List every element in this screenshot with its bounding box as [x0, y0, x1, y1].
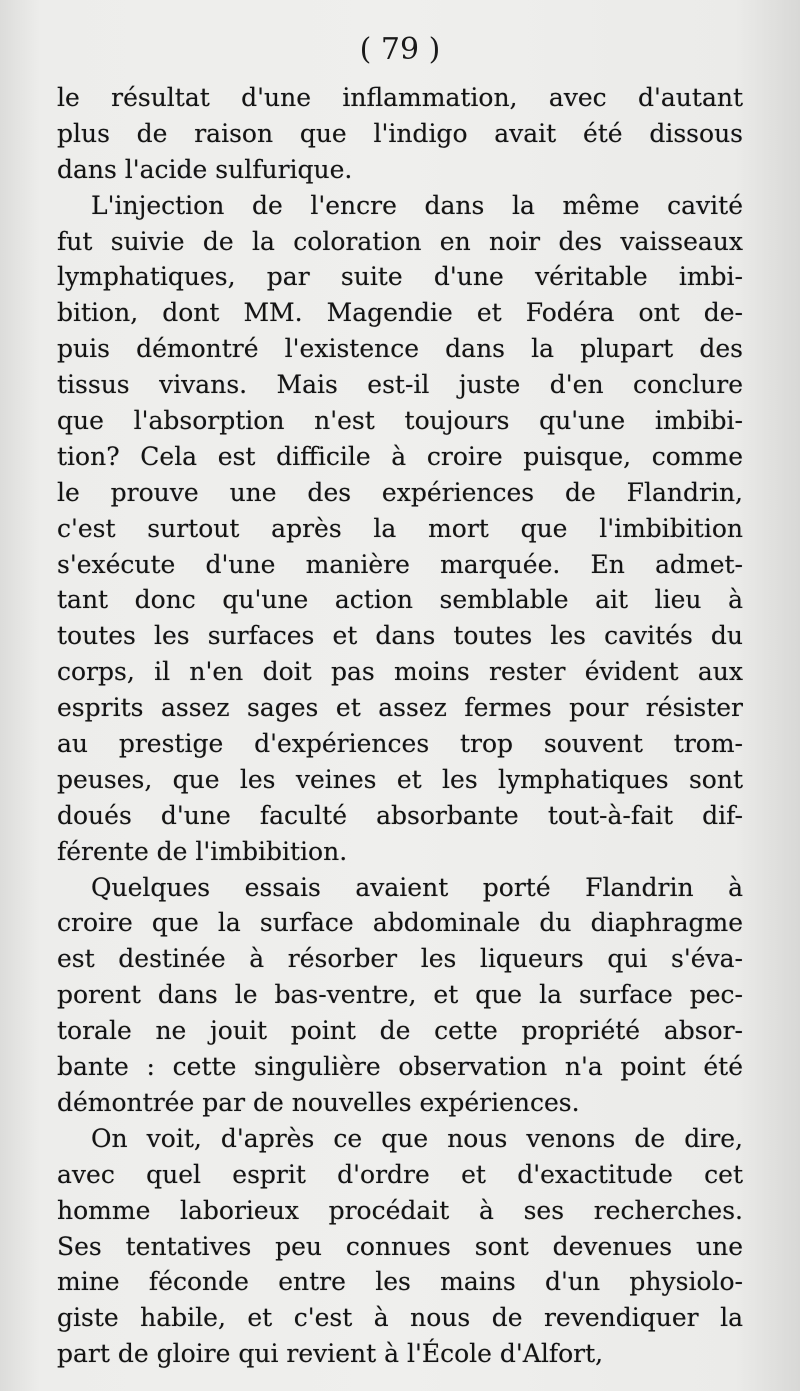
text-line: L'injection de l'encre dans la même cavité [91, 190, 743, 220]
text-line: homme laborieux procédait à ses recherches. [57, 1195, 743, 1225]
paragraph [57, 1121, 743, 1372]
text-line: puis démontré l'existence dans la plupart des [57, 334, 743, 364]
text-line: bition, dont MM. Magendie et Fodéra ont de- [57, 298, 743, 328]
text-line: plus de raison que l'indigo avait été dissous [57, 118, 743, 148]
text-line: que l'absorption n'est toujours qu'une imbibi- [57, 406, 743, 436]
text-line: tion? Cela est difficile à croire puisque, comme [57, 441, 743, 471]
text-line: Quelques essais avaient porté Flandrin à [91, 872, 743, 902]
text-line: mine féconde entre les mains d'un physiolo- [57, 1267, 743, 1297]
text-line: avec quel esprit d'ordre et d'exactitude cet [57, 1159, 743, 1189]
text-line: peuses, que les veines et les lymphatiques sont [57, 764, 743, 794]
body-text [57, 80, 743, 1372]
text-line: tissus vivans. Mais est-il juste d'en conclure [57, 370, 743, 400]
text-line: bante : cette singulière observation n'a point été [57, 1052, 743, 1082]
text-line: lymphatiques, par suite d'une véritable imbi- [57, 262, 743, 292]
paragraph [57, 188, 743, 870]
text-line: corps, il n'en doit pas moins rester évident aux [57, 657, 743, 687]
text-line: esprits assez sages et assez fermes pour résister [57, 693, 743, 723]
text-line: est destinée à résorber les liqueurs qui s'éva- [57, 944, 743, 974]
text-line: Ses tentatives peu connues sont devenues une [57, 1231, 743, 1261]
page-number: ( 79 ) [359, 32, 441, 67]
text-line: fut suivie de la coloration en noir des vaisseaux [57, 226, 743, 256]
text-line: porent dans le bas-ventre, et que la surface pec- [57, 980, 743, 1010]
text-line: On voit, d'après ce que nous venons de dire, [91, 1123, 743, 1153]
text-line: tant donc qu'une action semblable ait lieu à [57, 585, 743, 615]
text-line: au prestige d'expériences trop souvent trom- [57, 729, 743, 759]
text-line: dans l'acide sulfurique. [57, 154, 353, 184]
text-line: toutes les surfaces et dans toutes les cavités du [57, 621, 743, 651]
text-line: le prouve une des expériences de Flandrin, [57, 477, 743, 507]
paragraph [57, 870, 743, 1121]
text-line: doués d'une faculté absorbante tout-à-fait dif- [57, 800, 743, 830]
text-line: croire que la surface abdominale du diaphragme [57, 908, 743, 938]
text-line: part de gloire qui revient à l'École d'Alfort, [57, 1339, 604, 1369]
text-line: le résultat d'une inflammation, avec d'autant [57, 83, 743, 112]
text-line: giste habile, et c'est à nous de revendiquer la [57, 1303, 743, 1333]
text-line: s'exécute d'une manière marquée. En admet- [57, 549, 743, 579]
text-line: férente de l'imbibition. [57, 836, 348, 866]
paragraph [57, 80, 743, 188]
text-line: torale ne jouit point de cette propriété absor- [57, 1016, 743, 1046]
text-line: c'est surtout après la mort que l'imbibition [57, 513, 743, 543]
text-line: démontrée par de nouvelles expériences. [57, 1087, 580, 1117]
